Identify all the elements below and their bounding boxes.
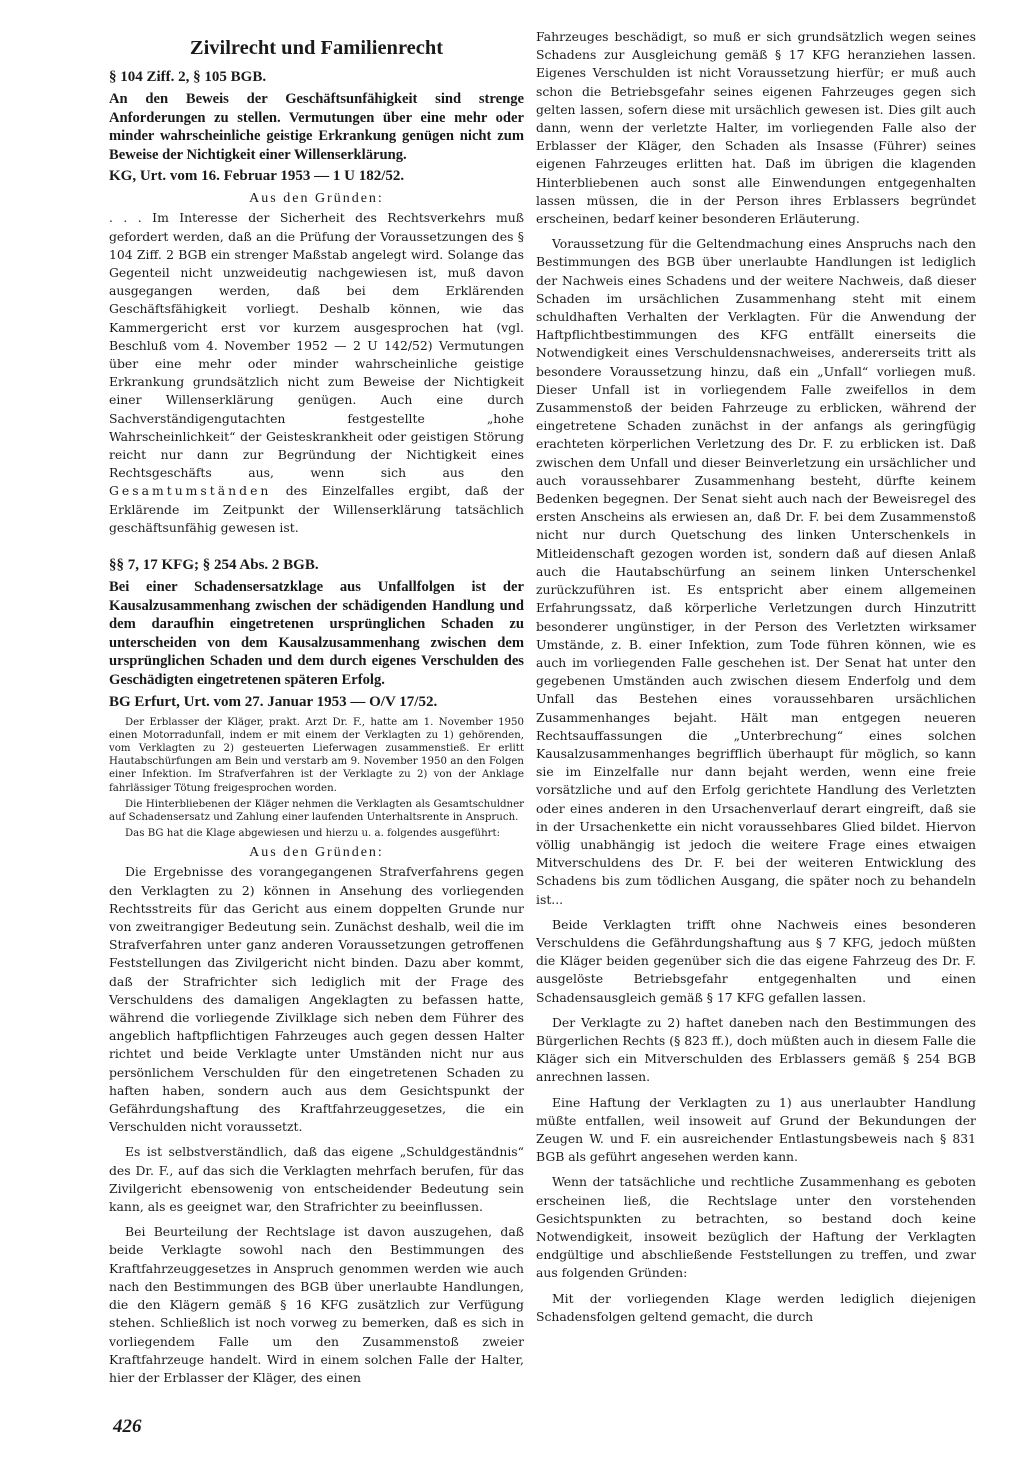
case1-paragraph-spaced: Gesamtumständen	[109, 483, 272, 499]
right-paragraph-5: Eine Haftung der Verklagten zu 1) aus unerlaubter Handlung müßte entfallen, weil insoweit auf Grund der Bekundungen der Zeugen W. und F. ein ausreichender Entlastungsbeweis nach § 831 BGB als geführt angesehen werden kann.	[536, 1094, 976, 1165]
case2-facts-3: Das BG hat die Klage abgewiesen und hierzu u. a. folgendes ausgeführt:	[125, 828, 501, 840]
case1-paragraph-text: . . . Im Interesse der Sicherheit des Rechtsverkehrs muß gefordert werden, daß an die Prüfung der Voraussetzungen des § 104 Ziff. 2 BGB ein strenger Maßstab angelegt wird. Solange das Gegenteil nicht unzweideutig nachgewiesen ist, muß davon ausgegangen werden, daß bei dem Erklärenden Geschäftsfähigkeit vorliegt. Deshalb können, wie das Kammergericht erst vor kurzem ausgesprochen hat (vgl. Beschluß vom 4. November 1952 — 2 U 142/52) Vermutungen über eine mehr oder minder wahrscheinliche geistige Erkrankung grundsätzlich nicht zum Beweise der Nichtigkeit einer Willenserklärung genügen. Auch eine durch Sachverständigengutachten festgestellte „hohe Wahrscheinlichkeit“ der Geisteskrankheit oder geistigen Störung reicht nur dann zur Begründung der Nichtigkeit eines Rechtsgeschäfts aus, wenn sich aus den	[109, 210, 524, 481]
left-column	[109, 30, 524, 1394]
case2-paragraph-2: Es ist selbstverständlich, daß das eigene „Schuldgeständnis“ des Dr. F., auf das sich die Verklagten mehrfach berufen, für das Zivilgericht ebensowenig von entscheidender Bedeutung sein kann, als es geeignet war, den Strafrichter zu beeinflussen.	[109, 1144, 524, 1215]
page-number: 426	[113, 1416, 142, 1437]
case1-section: § 104 Ziff. 2, § 105 BGB.	[109, 69, 267, 85]
case2-section: §§ 7, 17 KFG; § 254 Abs. 2 BGB.	[109, 557, 319, 574]
right-paragraph-7: Mit der vorliegenden Klage werden lediglich diejenigen Schadensfolgen geltend gemacht, die durch	[536, 1290, 976, 1324]
case2-paragraph-1: Die Ergebnisse des vorangegangenen Strafverfahrens gegen den Verklagten zu 2) können in Ansehung des vorliegenden Rechtsstreits für das Gericht aus einem doppelten Grunde nur von zweitrangiger Bedeutung sein. Zunächst deshalb, weil die im Strafverfahren unter ganz anderen Voraussetzungen getroffenen Feststellungen das Zivilgericht nicht binden. Dazu aber kommt, daß der Strafrichter sich lediglich mit der Frage des Verschuldens des damaligen Angeklagten zu befassen hatte, während die vorliegende Zivilklage sich neben dem Führer des angeblich haftpflichtigen Fahrzeuges auch gegen dessen Halter richtet und beide Verklagte unter Umständen nicht nur aus persönlichem Verschulden für den eingetretenen Schaden zu haften haben, sondern auch aus dem Gesichtspunkt der Gefährdungshaftung des Kraftfahrzeuggesetzes, die ein Verschulden nicht voraussetzt.	[109, 864, 524, 1135]
right-paragraph-3: Beide Verklagten trifft ohne Nachweis eines besonderen Verschuldens die Gefährdungshaftung aus § 7 KFG, jedoch müßten die Kläger beiden gegenüber sich die das eigene Fahrzeug des Dr. F. ausgelöste Betriebsgefahr entgegenhalten und einen Schadensausgleich gemäß § 17 KFG gefallen lassen.	[536, 916, 976, 1005]
case2-facts-1: Der Erblasser der Kläger, prakt. Arzt Dr. F., hatte am 1. November 1950 einen Motorradunfall, indem er mit einem der Verklagten zu 1) gehörenden, vom Verklagten zu 2) gesteuerten Lieferwagen zusammenstieß. Er erlitt Hautabschürfungen am Bein und verstarb am 9. November 1950 an den Folgen einer Infektion. Im Strafverfahren ist der Verklagte zu 2) von der Anklage fahrlässiger Tötung freigesprochen worden.	[109, 716, 524, 794]
case2-grounds-heading: Aus den Gründen:	[249, 845, 384, 861]
right-paragraph-1: Fahrzeuges beschädigt, so muß er sich grundsätzlich wegen seines Schadens zur Ausgleichung gemäß § 17 KFG heranziehen lassen. Eigenes Verschulden ist nicht Voraussetzung hierfür; er muß auch schon die Betriebsgefahr seines eigenen Fahrzeuges gegen sich gelten lassen, sofern diese mit ursächlich gewesen ist. Dies gilt auch dann, wenn der verletzte Halter, im vorliegenden Falle also der Erblasser der Kläger, den Schaden als Insasse (Führer) seines eigenen Fahrzeuges erlitten hat. Daß im übrigen die klagenden Hinterbliebenen auch sonst alle Einwendungen entgegenhalten lassen müssen, die in der Person ihres Erblassers begründet erscheinen, bedarf keiner besonderen Erläuterung.	[536, 29, 976, 227]
case1-paragraph-end: des Einzelfalles ergibt, daß der Erklärende im Zeitpunkt der Willenserklärung tatsächlich geschäftsunfähig gewesen ist.	[109, 483, 524, 535]
case2-headnote: Bei einer Schadensersatzklage aus Unfallfolgen ist der Kausalzusammenhang zwischen der schädigenden Handlung und dem daraufhin eingetretenen ursprünglichen Schaden zu unterscheiden von dem Kausalzusammenhang zwischen dem ursprünglichen Schaden und dem durch eigenes Verschulden des Geschädigten eingetretenen späteren Erfolg.	[109, 579, 524, 688]
right-paragraph-2: Voraussetzung für die Geltendmachung eines Anspruchs nach den Bestimmungen des BGB über unerlaubte Handlungen ist lediglich der Nachweis eines Schadens und der weitere Nachweis, daß dieser Schaden im ursächlichen Zusammenhang steht mit einem schuldhaften Verhalten der Verklagten. Für die Anwendung der Haftpflichtbestimmungen des KFG entfällt einerseits die Notwendigkeit eines Verschuldensnachweises, andererseits tritt als besondere Voraussetzung hinzu, daß ein „Unfall“ vorliegen muß. Dieser Unfall ist in vorliegendem Falle zweifellos in dem Zusammenstoß der beiden Fahrzeuge zu erblicken, während der eingetretene Schaden zunächst in der anfangs als geringfügig erachteten körperlichen Verletzung des Dr. F. zu erblicken ist. Daß zwischen dem Unfall und dieser Beinverletzung ein ursächlicher und auch voraussehbarer Zusammenhang besteht, dürfte keinem Bedenken begegnen. Der Senat sieht auch nach der Beweisregel des ersten Anscheins als erwiesen an, daß Dr. F. bei dem Zusammenstoß nicht nur durch Quetschung des linken Unterschenkels in Mitleidenschaft gezogen worden ist, sondern daß auf diesen Anlaß auch die Hautabschürfung an seinem linken Unterschenkel zurückzuführen ist. Es entspricht aber einem allgemeinen Erfahrungssatz, daß körperliche Verletzungen durch Hinzutritt besonderer ungünstiger, in der Person des Verletzten wirksamer Umstände, z. B. einer Infektion, zum Tode führen können, wie es auch im vorliegenden Falle geschehen ist. Der Senat hat unter den gegebenen Umständen auch zwischen diesem Enderfolg und dem Unfall das Bestehen eines voraussehbaren ursächlichen Zusammenhanges bejaht. Hält man entgegen neueren Rechtsauffassungen die „Unterbrechung“ eines solchen Kausalzusammenhanges begrifflich überhaupt für möglich, so kann sie im Einzelfalle nur dann bejaht werden, wenn eine freie vorsätzliche und auf den Erfolg gerichtete Handlung des Verletzten oder eines anderen in den Ursachenverlauf derart eingreift, daß sie in der Ursachenkette ein nicht voraussehbares Glied bildet. Hiervon völlig unabhängig ist jedoch die weitere Frage eines etwaigen Mitverschuldens des Dr. F. bei der weiteren Entwicklung des Schadens bis zum tödlichen Ausgang, die später noch zu behandeln ist...	[536, 236, 976, 907]
right-column	[536, 28, 976, 1333]
case2-paragraph-3: Bei Beurteilung der Rechtslage ist davon auszugehen, daß beide Verklagte sowohl nach den Bestimmungen des Kraftfahrzeuggesetzes in Anspruch genommen werden wie auch nach den Bestimmungen des BGB über unerlaubte Handlungen, die den Klägern gemäß § 16 KFG zusätzlich zur Verfügung stehen. Schließlich ist noch vorweg zu bemerken, daß es sich in vorliegendem Falle um den Zusammenstoß zweier Kraftfahrzeuge handelt. Wird in einem solchen Falle der Halter, hier der Erblasser der Kläger, des einen	[109, 1224, 524, 1385]
case1-reference: KG, Urt. vom 16. Februar 1953 — 1 U 182/52.	[109, 168, 405, 185]
case1-paragraph	[109, 209, 524, 537]
right-paragraph-6: Wenn der tatsächliche und rechtliche Zusammenhang es geboten erscheinen ließ, die Rechtslage unter den vorstehenden Gesichtspunkten zu betrachten, so bestand doch keine Notwendigkeit, insoweit bezüglich der Haftung der Verklagten endgültige und abschließende Feststellungen zu treffen, und zwar aus folgenden Gründen:	[536, 1174, 976, 1281]
right-paragraph-4: Der Verklagte zu 2) haftet daneben nach den Bestimmungen des Bürgerlichen Rechts (§ 823 ff.), doch müßten auch in diesem Falle die Kläger sich ein Mitverschulden des Erblassers gemäß § 254 BGB anrechnen lassen.	[536, 1014, 976, 1085]
page-title: Zivilrecht und Familienrecht	[189, 37, 444, 59]
case1-headnote: An den Beweis der Geschäftsunfähigkeit sind strenge Anforderungen zu stellen. Vermutungen über eine mehr oder minder wahrscheinliche geistige Erkrankung genügen nicht zum Beweise der Nichtigkeit einer Willenserklärung.	[109, 91, 524, 163]
case2-facts-2: Die Hinterbliebenen der Kläger nehmen die Verklagten als Gesamtschuldner auf Schadensersatz und Zahlung einer laufenden Unterhaltsrente in Anspruch.	[109, 798, 524, 824]
case1-grounds-heading: Aus den Gründen:	[249, 191, 384, 207]
case2-reference: BG Erfurt, Urt. vom 27. Januar 1953 — O/V 17/52.	[109, 693, 438, 710]
